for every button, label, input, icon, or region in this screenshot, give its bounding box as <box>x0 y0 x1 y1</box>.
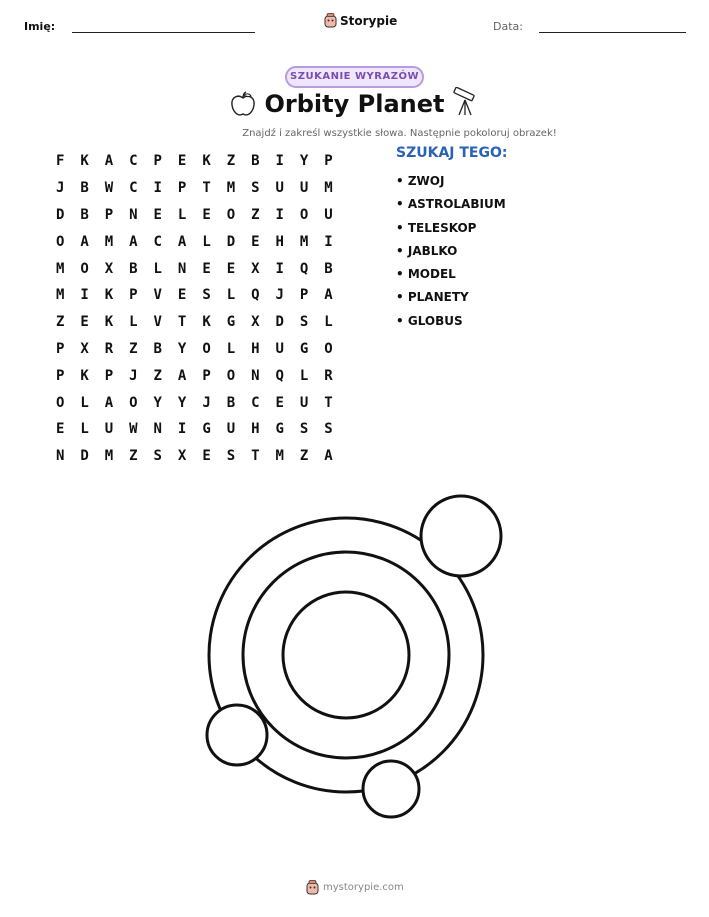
grid-letter[interactable]: X <box>80 340 89 357</box>
grid-row <box>48 202 341 229</box>
grid-letter[interactable]: L <box>226 287 236 304</box>
word-list-title: SZUKAJ TEGO: <box>396 145 508 161</box>
grid-letter[interactable]: U <box>324 206 333 223</box>
grid-row <box>48 148 341 175</box>
grid-letter[interactable]: H <box>251 340 260 357</box>
grid-letter[interactable]: V <box>153 287 162 304</box>
grid-letter[interactable]: U <box>275 180 284 197</box>
grid-letter[interactable]: U <box>226 421 236 438</box>
brand-name: Storypie <box>340 13 398 28</box>
category-badge: SZUKANIE WYRAZÓW <box>285 66 424 88</box>
grid-letter[interactable]: A <box>177 367 187 384</box>
grid-letter[interactable]: O <box>324 340 333 357</box>
grid-letter[interactable]: T <box>177 314 187 331</box>
grid-letter[interactable]: L <box>80 394 89 411</box>
telescope-icon <box>451 87 481 121</box>
grid-letter[interactable]: A <box>177 233 187 250</box>
word-item: • JABLKO <box>396 243 458 258</box>
grid-letter[interactable]: A <box>104 153 114 170</box>
grid-letter[interactable]: Y <box>153 394 162 411</box>
grid-letter[interactable]: N <box>153 421 162 438</box>
grid-letter[interactable]: P <box>55 340 65 357</box>
grid-letter[interactable]: K <box>80 153 89 170</box>
grid-letter[interactable]: Z <box>153 367 162 384</box>
grid-letter[interactable]: U <box>299 180 309 197</box>
grid-letter[interactable]: N <box>177 260 187 277</box>
grid-letter[interactable]: O <box>55 394 65 411</box>
grid-letter[interactable]: D <box>275 314 284 331</box>
brand <box>324 13 397 28</box>
grid-row <box>48 443 341 470</box>
grid-letter[interactable]: S <box>299 421 309 438</box>
grid-letter[interactable]: P <box>324 153 333 170</box>
grid-letter[interactable]: I <box>324 233 333 250</box>
grid-letter[interactable]: K <box>202 153 211 170</box>
grid-letter[interactable]: O <box>226 367 236 384</box>
grid-letter[interactable]: E <box>177 287 187 304</box>
grid-letter[interactable]: A <box>324 287 333 304</box>
grid-letter[interactable]: Y <box>299 153 309 170</box>
word-item: • ZWOJ <box>396 174 445 188</box>
grid-row <box>48 416 341 443</box>
grid-letter[interactable]: U <box>299 394 309 411</box>
grid-letter[interactable]: Y <box>177 394 187 411</box>
word-item: • MODEL <box>396 267 456 282</box>
grid-row <box>48 336 341 363</box>
grid-letter[interactable]: A <box>104 394 114 411</box>
grid-letter[interactable]: G <box>202 421 211 438</box>
grid-letter[interactable]: P <box>299 287 309 304</box>
grid-letter[interactable]: Q <box>275 367 284 384</box>
grid-letter[interactable]: U <box>104 421 114 438</box>
grid-letter[interactable]: S <box>153 448 162 465</box>
grid-letter[interactable]: M <box>275 448 284 465</box>
grid-letter[interactable]: B <box>80 180 89 197</box>
grid-row <box>48 362 341 389</box>
grid-letter[interactable]: E <box>55 421 65 438</box>
grid-letter[interactable]: C <box>129 153 138 170</box>
grid-letter[interactable]: P <box>153 153 162 170</box>
grid-letter[interactable]: J <box>55 180 65 197</box>
grid-letter[interactable]: S <box>324 421 333 438</box>
grid-letter[interactable]: L <box>80 421 89 438</box>
grid-letter[interactable]: U <box>275 340 284 357</box>
grid-letter[interactable]: K <box>104 314 114 331</box>
grid-letter[interactable]: F <box>55 153 65 170</box>
grid-letter[interactable]: S <box>299 314 309 331</box>
grid-letter[interactable]: M <box>55 260 65 277</box>
grid-row <box>48 389 341 416</box>
grid-row <box>48 228 341 255</box>
grid-letter[interactable]: C <box>129 180 138 197</box>
grid-letter[interactable]: K <box>104 287 114 304</box>
grid-letter[interactable]: J <box>275 287 284 304</box>
grid-letter[interactable]: L <box>153 260 162 277</box>
grid-letter[interactable]: P <box>129 287 138 304</box>
footer <box>306 880 404 895</box>
grid-letter[interactable]: P <box>104 206 114 223</box>
date-label: Data: <box>493 20 523 33</box>
grid-letter[interactable]: A <box>129 233 138 250</box>
grid-letter[interactable]: A <box>80 233 89 250</box>
grid-letter[interactable]: W <box>104 180 114 197</box>
grid-letter[interactable]: E <box>275 394 284 411</box>
grid-letter[interactable]: E <box>226 260 236 277</box>
grid-letter[interactable]: E <box>202 260 211 277</box>
grid-letter[interactable]: H <box>251 421 260 438</box>
grid-letter[interactable]: X <box>177 448 187 465</box>
grid-letter[interactable]: M <box>226 180 236 197</box>
grid-letter[interactable]: M <box>104 448 114 465</box>
grid-letter[interactable]: Q <box>251 287 260 304</box>
grid-letter[interactable]: J <box>129 367 138 384</box>
grid-letter[interactable]: K <box>80 367 89 384</box>
storypie-logo-icon <box>324 13 337 28</box>
grid-letter[interactable]: Q <box>299 260 309 277</box>
grid-letter[interactable]: T <box>324 394 333 411</box>
word-item: • TELESKOP <box>396 220 477 235</box>
grid-letter[interactable]: E <box>251 233 260 250</box>
word-item: • GLOBUS <box>396 313 463 328</box>
grid-letter[interactable]: X <box>251 260 260 277</box>
footer-url[interactable]: mystorypie.com <box>323 882 404 893</box>
grid-letter[interactable]: L <box>129 314 138 331</box>
grid-letter[interactable]: O <box>299 206 309 223</box>
grid-letter[interactable]: V <box>153 314 162 331</box>
grid-letter[interactable]: R <box>324 367 333 384</box>
grid-letter[interactable]: I <box>275 206 284 223</box>
grid-letter[interactable]: G <box>299 340 309 357</box>
grid-letter[interactable]: P <box>177 180 187 197</box>
grid-letter[interactable]: P <box>104 367 114 384</box>
grid-row <box>48 309 341 336</box>
grid-letter[interactable]: Z <box>226 153 236 170</box>
planet-top-right <box>421 496 501 576</box>
grid-letter[interactable]: T <box>202 180 211 197</box>
grid-letter[interactable]: L <box>202 233 211 250</box>
grid-row <box>48 282 341 309</box>
word-list <box>396 170 506 333</box>
grid-letter[interactable]: P <box>202 367 211 384</box>
storypie-logo-icon <box>306 880 319 895</box>
grid-letter[interactable]: E <box>177 153 187 170</box>
grid-letter[interactable]: S <box>202 287 211 304</box>
grid-letter[interactable]: L <box>177 206 187 223</box>
grid-letter[interactable]: C <box>251 394 260 411</box>
grid-letter[interactable]: I <box>275 260 284 277</box>
grid-letter[interactable]: K <box>202 314 211 331</box>
instructions: Znajdź i zakreśl wszystkie słowa. Następnie pokoloruj obrazek! <box>242 128 557 139</box>
word-item: • PLANETY <box>396 290 469 305</box>
planet-left <box>207 705 267 765</box>
grid-letter[interactable]: Z <box>129 448 138 465</box>
grid-letter[interactable]: B <box>80 206 89 223</box>
grid-letter[interactable]: L <box>299 367 309 384</box>
orbit-coloring-picture <box>200 490 510 825</box>
grid-letter[interactable]: P <box>55 367 65 384</box>
grid-letter[interactable]: L <box>226 340 236 357</box>
grid-letter[interactable]: E <box>80 314 89 331</box>
grid-letter[interactable]: I <box>153 180 162 197</box>
grid-letter[interactable]: E <box>153 206 162 223</box>
grid-letter[interactable]: D <box>80 448 89 465</box>
grid-letter[interactable]: O <box>55 233 65 250</box>
grid-letter[interactable]: E <box>202 206 211 223</box>
grid-letter[interactable]: I <box>275 153 284 170</box>
letter-grid <box>48 148 341 470</box>
grid-letter[interactable]: W <box>129 421 138 438</box>
grid-letter[interactable]: I <box>80 287 89 304</box>
grid-letter[interactable]: X <box>251 314 260 331</box>
grid-letter[interactable]: G <box>226 314 236 331</box>
grid-letter[interactable]: B <box>129 260 138 277</box>
grid-letter[interactable]: A <box>324 448 333 465</box>
grid-letter[interactable]: E <box>202 448 211 465</box>
name-line[interactable] <box>72 32 255 33</box>
grid-letter[interactable]: L <box>324 314 333 331</box>
name-label: Imię: <box>24 20 56 33</box>
page-title: Orbity Planet <box>264 90 445 118</box>
grid-letter[interactable]: I <box>177 421 187 438</box>
grid-letter[interactable]: D <box>55 206 65 223</box>
grid-letter[interactable]: O <box>129 394 138 411</box>
grid-letter[interactable]: N <box>55 448 65 465</box>
grid-letter[interactable]: N <box>129 206 138 223</box>
sun <box>283 592 409 718</box>
grid-letter[interactable]: Y <box>177 340 187 357</box>
grid-letter[interactable]: Z <box>299 448 309 465</box>
grid-letter[interactable]: M <box>324 180 333 197</box>
word-item: • ASTROLABIUM <box>396 197 506 212</box>
grid-letter[interactable]: Z <box>251 206 260 223</box>
grid-letter[interactable]: B <box>226 394 236 411</box>
grid-letter[interactable]: G <box>275 421 284 438</box>
grid-letter[interactable]: O <box>226 206 236 223</box>
grid-row <box>48 255 341 282</box>
grid-letter[interactable]: M <box>299 233 309 250</box>
planet-bottom <box>363 761 419 817</box>
grid-letter[interactable]: D <box>226 233 236 250</box>
grid-letter[interactable]: J <box>202 394 211 411</box>
date-line[interactable] <box>539 32 686 33</box>
grid-letter[interactable]: B <box>251 153 260 170</box>
grid-letter[interactable]: B <box>324 260 333 277</box>
grid-letter[interactable]: M <box>55 287 65 304</box>
grid-letter[interactable]: T <box>251 448 260 465</box>
grid-letter[interactable]: O <box>80 260 89 277</box>
grid-letter[interactable]: R <box>104 340 114 357</box>
grid-letter[interactable]: H <box>275 233 284 250</box>
grid-letter[interactable]: S <box>226 448 236 465</box>
grid-letter[interactable]: X <box>104 260 114 277</box>
grid-letter[interactable]: M <box>104 233 114 250</box>
grid-letter[interactable]: Z <box>129 340 138 357</box>
grid-row <box>48 175 341 202</box>
grid-letter[interactable]: S <box>251 180 260 197</box>
grid-letter[interactable]: Z <box>55 314 65 331</box>
grid-letter[interactable]: C <box>153 233 162 250</box>
grid-letter[interactable]: O <box>202 340 211 357</box>
grid-letter[interactable]: B <box>153 340 162 357</box>
grid-letter[interactable]: N <box>251 367 260 384</box>
